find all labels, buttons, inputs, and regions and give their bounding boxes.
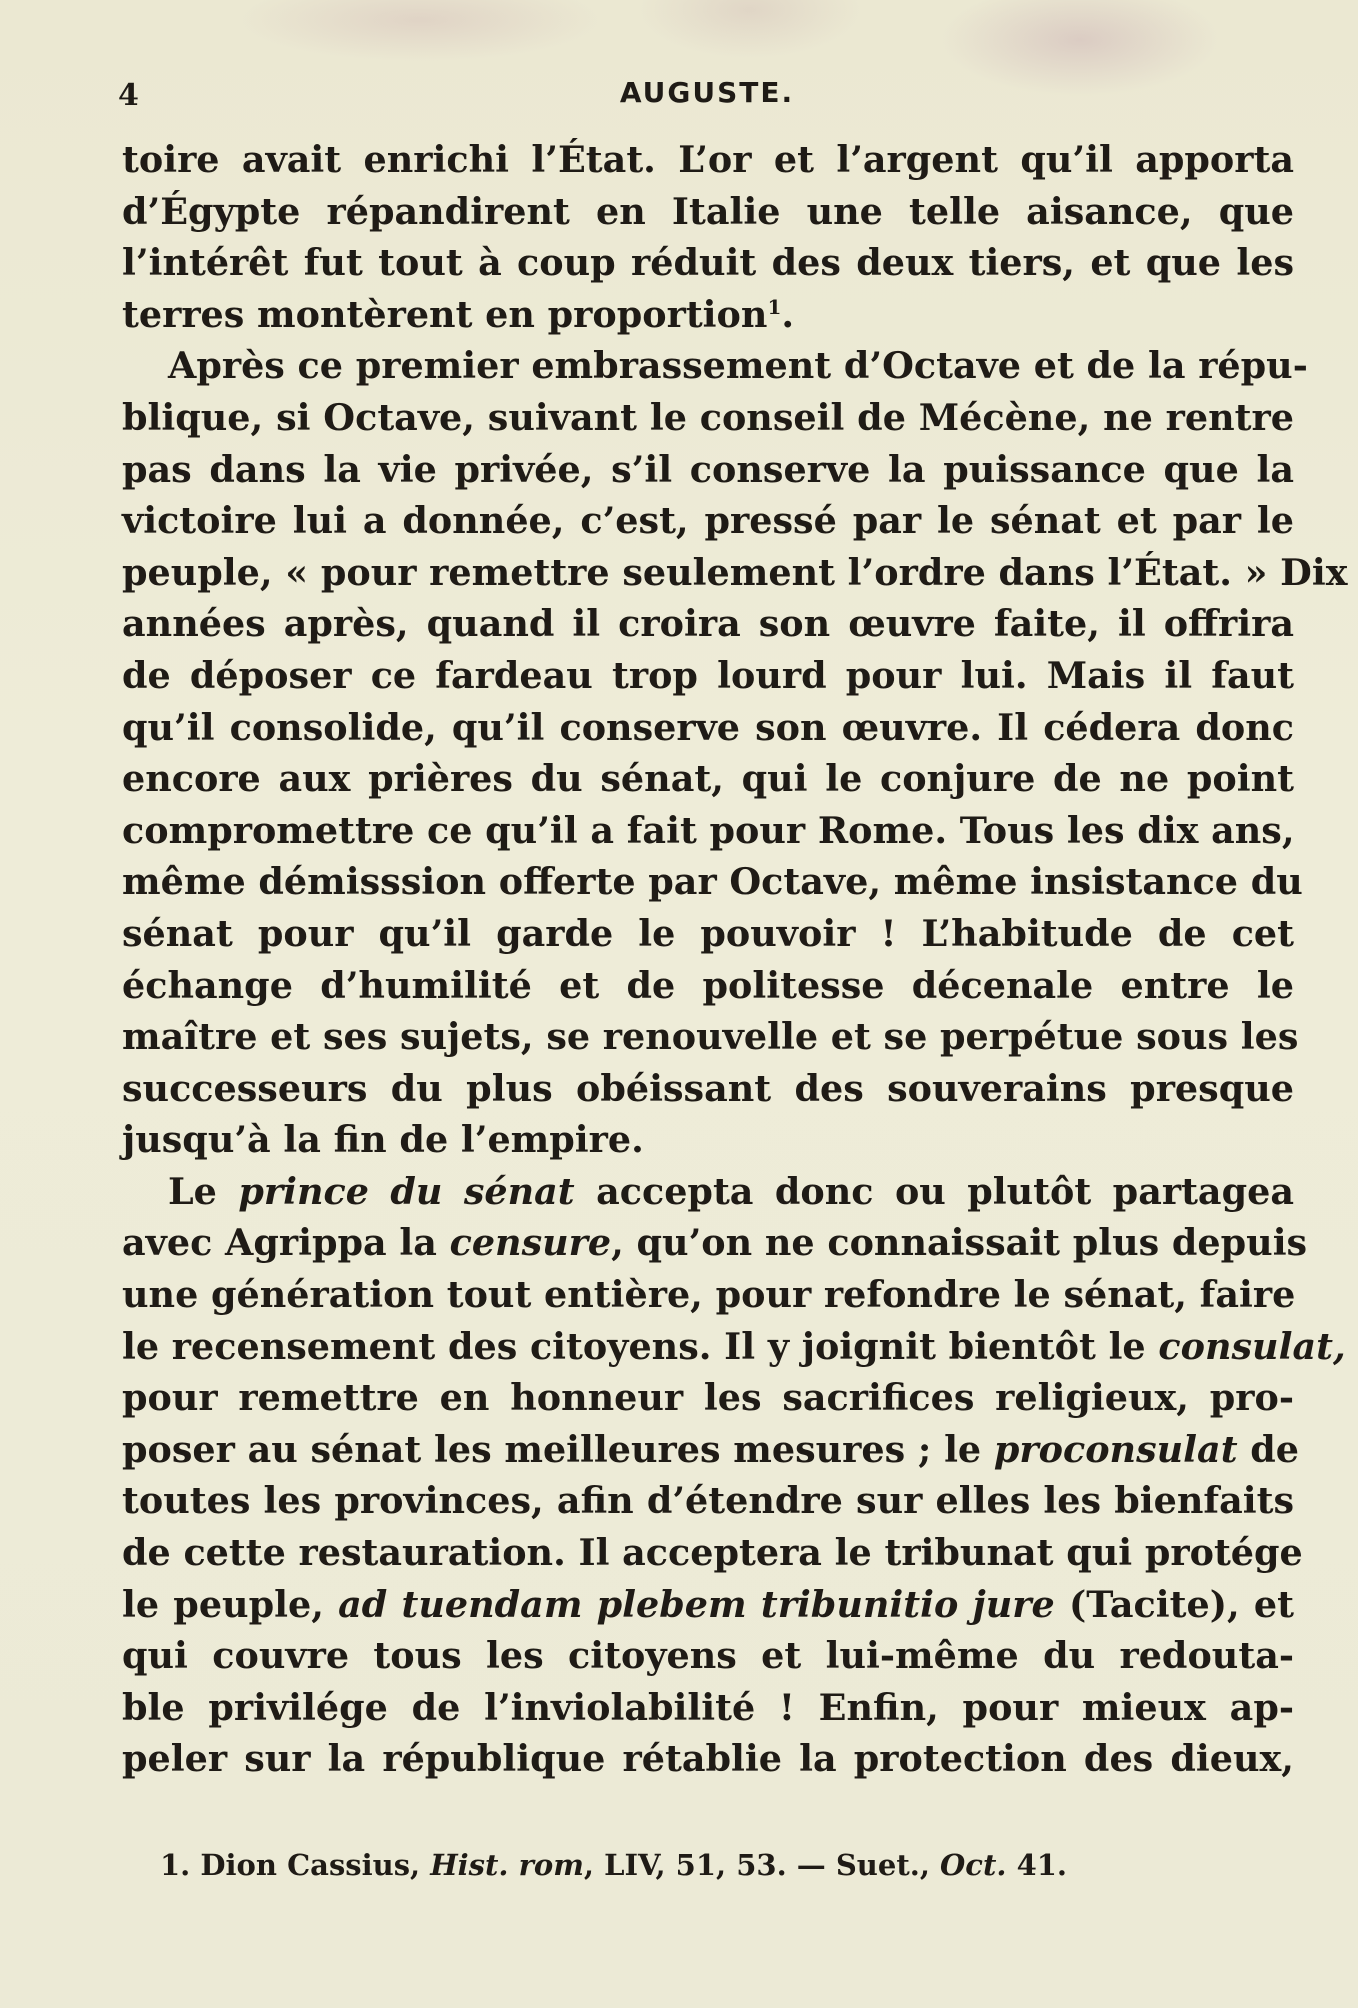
text-fragment: poser au sénat les meilleures mesures ; le <box>122 1427 982 1471</box>
footnote-ref-2: 41. <box>1016 1848 1068 1882</box>
footnote-number: 1. <box>160 1848 191 1882</box>
text-line: peler sur la république rétablie la protection des dieux, <box>122 1737 1294 1781</box>
page-header <box>118 74 1296 122</box>
text-line: victoire lui a donnée, c’est, pressé par le sénat et par le <box>122 499 1294 543</box>
text-line: années après, quand il croira son œuvre faite, il offrira <box>122 602 1294 646</box>
text-line: blique, si Octave, suivant le conseil de Mécène, ne rentre <box>122 395 1294 439</box>
text-fragment: terres montèrent en proportion <box>122 292 768 336</box>
text-fragment: accepta donc ou plutôt partagea <box>596 1169 1294 1213</box>
text-line: de déposer ce fardeau trop lourd pour lui. Mais il faut <box>122 653 1294 697</box>
footnote <box>160 1848 1160 1882</box>
footnote-marker: 1 <box>767 294 782 319</box>
text-line: encore aux prières du sénat, qui le conjure de ne point <box>122 757 1294 801</box>
text-line <box>122 1217 1308 1269</box>
text-line <box>122 1579 1294 1631</box>
footnote-work-2: Oct. <box>940 1848 1007 1882</box>
text-line: l’intérêt fut tout à coup réduit des deux tiers, et que les <box>122 241 1294 285</box>
text-line <box>122 1321 1346 1373</box>
body-text <box>122 134 1348 1785</box>
text-line: toire avait enrichi l’État. L’or et l’argent qu’il apporta <box>122 138 1294 181</box>
text-line: ble privilége de l’inviolabilité ! Enfin, pour mieux ap- <box>122 1685 1294 1729</box>
text-fragment: de <box>1250 1427 1300 1471</box>
text-line: sénat pour qu’il garde le pouvoir ! L’habitude de cet <box>122 911 1294 955</box>
footnote-work: Hist. rom <box>430 1848 584 1882</box>
text-line: maître et ses sujets, se renouvelle et se perpétue sous les <box>122 1015 1299 1059</box>
italic-phrase: censure <box>449 1221 612 1265</box>
text-line: toutes les provinces, afin d’étendre sur elles les bienfaits <box>122 1479 1294 1523</box>
page-number: 4 <box>118 78 139 113</box>
text-line: échange d’humilité et de politesse décenale entre le <box>122 963 1294 1007</box>
text-line: successeurs du plus obéissant des souverains presque <box>122 1066 1294 1110</box>
text-fragment: avec Agrippa la <box>122 1221 437 1265</box>
text-line <box>122 1424 1300 1476</box>
text-fragment: le recensement des citoyens. Il y joignit bientôt le <box>122 1324 1146 1368</box>
italic-phrase: proconsulat <box>993 1427 1238 1471</box>
text-line <box>122 1166 1294 1218</box>
text-line: d’Égypte répandirent en Italie une telle aisance, que <box>122 189 1294 233</box>
text-line: même démisssion offerte par Octave, même insistance du <box>122 860 1303 904</box>
text-fragment: , qu’on ne connaissait plus depuis <box>611 1221 1308 1265</box>
footnote-refs: , LIV, 51, 53. — Suet., <box>583 1848 930 1882</box>
text-line: pas dans la vie privée, s’il conserve la puissance que la <box>122 447 1294 491</box>
text-fragment: (Tacite), et <box>1068 1582 1294 1626</box>
text-line: qui couvre tous les citoyens et lui-même du redouta- <box>122 1634 1294 1678</box>
italic-phrase: prince du sénat <box>238 1169 575 1213</box>
text-line: pour remettre en honneur les sacrifices religieux, pro- <box>122 1376 1294 1420</box>
text-fragment: le peuple, <box>122 1582 324 1626</box>
running-head: AUGUSTE. <box>619 76 795 109</box>
text-line: peuple, « pour remettre seulement l’ordre dans l’État. » Dix <box>122 550 1348 594</box>
text-line: une génération tout entière, pour refondre le sénat, faire <box>122 1273 1296 1317</box>
italic-phrase: consulat, <box>1158 1324 1346 1368</box>
text-line: Après ce premier embrassement d’Octave et de la répu- <box>168 344 1308 388</box>
text-line: jusqu’à la fin de l’empire. <box>122 1118 644 1162</box>
text-fragment: Le <box>168 1169 217 1213</box>
text-line: terres montèrent en proportion$^1$. <box>122 292 795 336</box>
text-line: qu’il consolide, qu’il conserve son œuvre. Il cédera donc <box>122 705 1294 749</box>
italic-phrase: ad tuendam plebem tribunitio jure <box>338 1582 1055 1626</box>
footnote-author: Dion Cassius, <box>200 1848 421 1882</box>
text-line: de cette restauration. Il acceptera le tribunat qui protége <box>122 1531 1303 1575</box>
text-line: compromettre ce qu’il a fait pour Rome. Tous les dix ans, <box>122 808 1295 852</box>
